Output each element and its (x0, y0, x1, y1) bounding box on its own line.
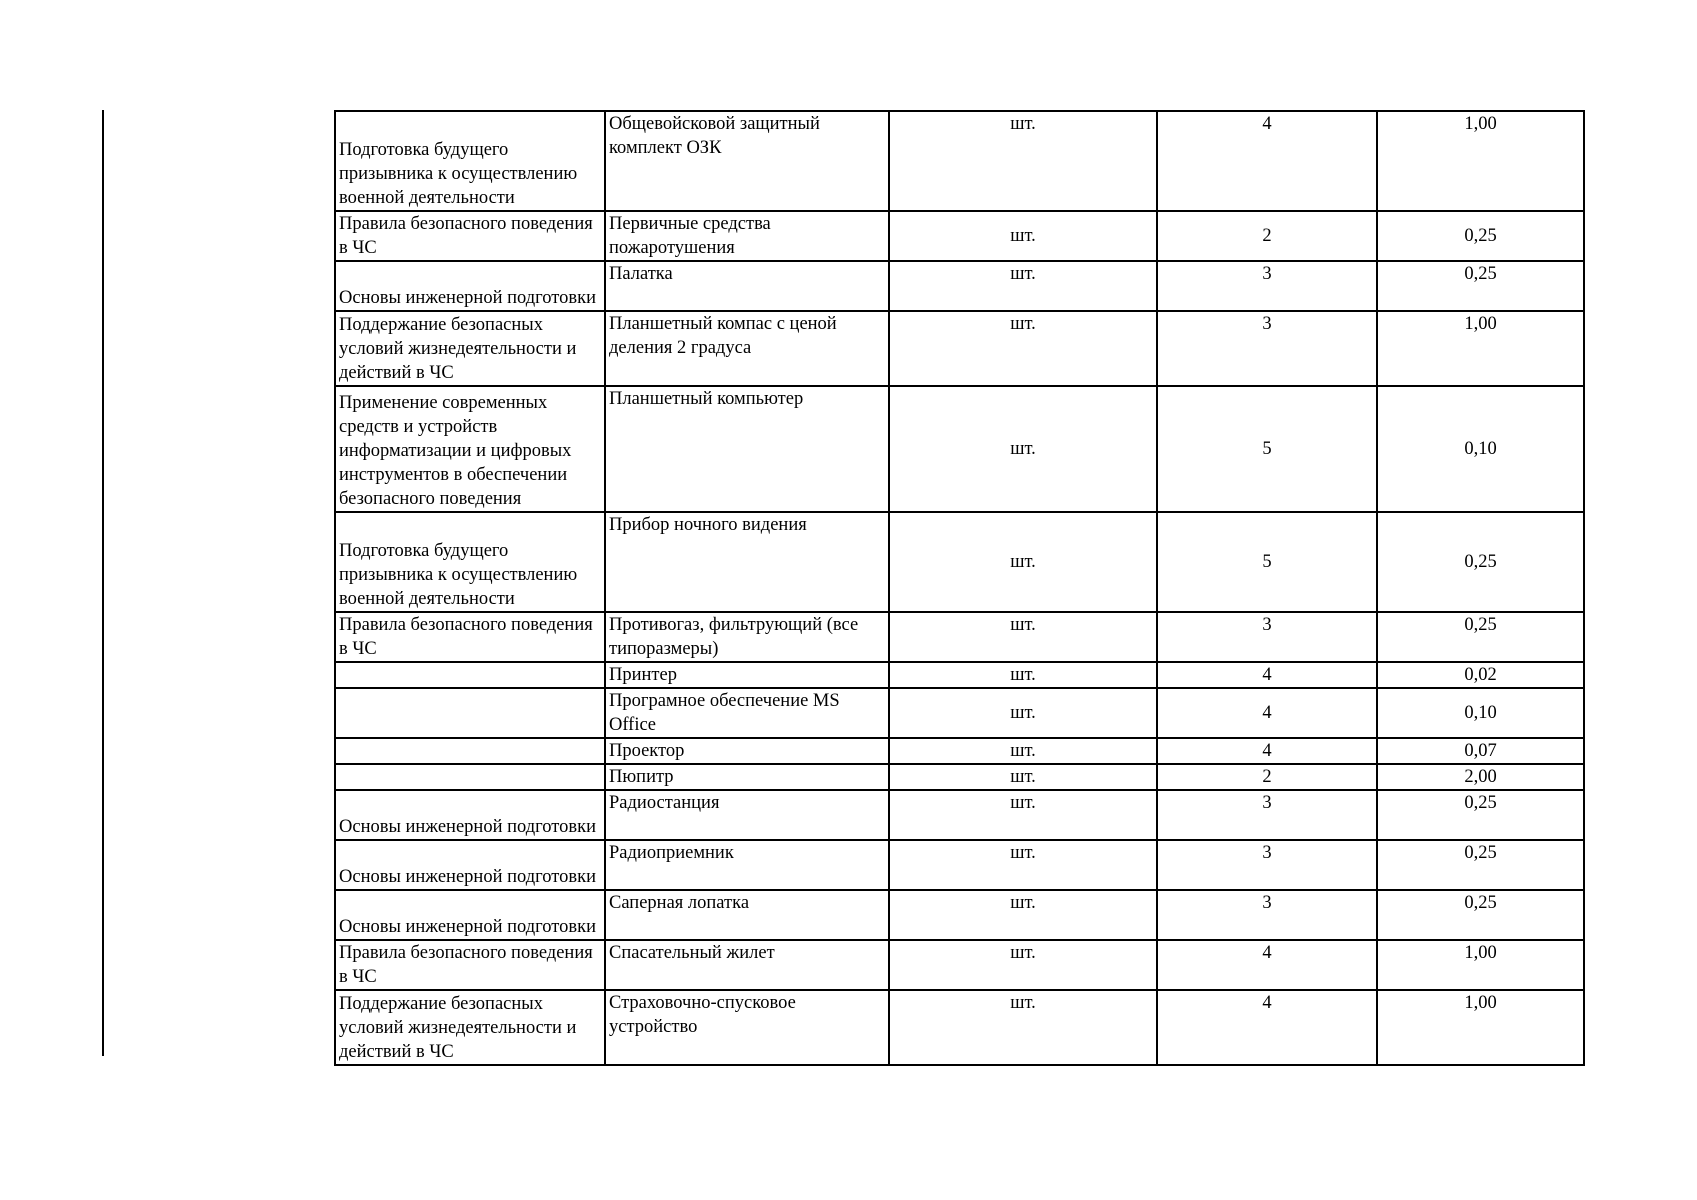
item-cell: Радиостанция (605, 790, 889, 840)
item-cell: Проектор (605, 738, 889, 764)
unit-text: шт. (1010, 793, 1036, 813)
unit-cell (889, 840, 1157, 890)
qty-cell (1157, 512, 1377, 612)
topic-cell: Правила безопасного поведения в ЧС (335, 612, 605, 662)
qty-text: 3 (1262, 893, 1272, 913)
unit-text: шт. (1010, 665, 1036, 685)
qty-cell (1157, 764, 1377, 790)
coef-text: 0,25 (1464, 226, 1497, 246)
topic-cell: Поддержание безопасных условий жизнедеятельности и действий в ЧС (335, 311, 605, 386)
qty-cell (1157, 890, 1377, 940)
qty-text: 3 (1262, 314, 1272, 334)
topic-cell: Подготовка будущего призывника к осуществлению военной деятельности (335, 111, 605, 211)
qty-text: 4 (1262, 943, 1272, 963)
topic-cell: Правила безопасного поведения в ЧС (335, 940, 605, 990)
page-margin-line (102, 110, 104, 1056)
item-cell: Страховочно-спусковое устройство (605, 990, 889, 1065)
unit-cell (889, 311, 1157, 386)
qty-cell (1157, 688, 1377, 738)
coef-text: 0,25 (1464, 793, 1497, 813)
qty-text: 4 (1262, 703, 1272, 723)
unit-cell (889, 662, 1157, 688)
coef-text: 1,00 (1464, 314, 1497, 334)
unit-text: шт. (1010, 767, 1036, 787)
unit-cell (889, 612, 1157, 662)
qty-text: 4 (1262, 741, 1272, 761)
qty-cell (1157, 662, 1377, 688)
table-row (335, 386, 1584, 512)
unit-text: шт. (1010, 264, 1036, 284)
item-cell: Общевойсковой защитный комплект ОЗК (605, 111, 889, 211)
table-row (335, 612, 1584, 662)
coef-cell (1377, 512, 1584, 612)
qty-cell (1157, 261, 1377, 311)
qty-cell (1157, 790, 1377, 840)
unit-text: шт. (1010, 615, 1036, 635)
item-cell: Радиоприемник (605, 840, 889, 890)
unit-cell (889, 764, 1157, 790)
coef-text: 1,00 (1464, 993, 1497, 1013)
unit-text: шт. (1010, 703, 1036, 723)
table-row (335, 512, 1584, 612)
coef-text: 0,25 (1464, 615, 1497, 635)
unit-text: шт. (1010, 843, 1036, 863)
unit-cell (889, 211, 1157, 261)
topic-cell (335, 764, 605, 790)
coef-cell (1377, 111, 1584, 211)
item-cell: Прибор ночного видения (605, 512, 889, 612)
equipment-table (334, 110, 1585, 1066)
table-row (335, 790, 1584, 840)
unit-cell (889, 688, 1157, 738)
qty-text: 3 (1262, 615, 1272, 635)
topic-cell (335, 738, 605, 764)
unit-cell (889, 890, 1157, 940)
coef-cell (1377, 940, 1584, 990)
qty-text: 3 (1262, 264, 1272, 284)
coef-text: 0,25 (1464, 264, 1497, 284)
item-cell: Програмное обеспечение MS Office (605, 688, 889, 738)
unit-text: шт. (1010, 314, 1036, 334)
table-row (335, 662, 1584, 688)
table-row (335, 688, 1584, 738)
table-row (335, 261, 1584, 311)
qty-cell (1157, 612, 1377, 662)
table-row (335, 840, 1584, 890)
table-row (335, 311, 1584, 386)
table-row (335, 738, 1584, 764)
coef-cell (1377, 990, 1584, 1065)
coef-cell (1377, 662, 1584, 688)
item-cell: Пюпитр (605, 764, 889, 790)
coef-cell (1377, 688, 1584, 738)
table-row (335, 890, 1584, 940)
coef-cell (1377, 738, 1584, 764)
unit-text: шт. (1010, 114, 1036, 134)
coef-cell (1377, 311, 1584, 386)
coef-text: 0,25 (1464, 552, 1497, 572)
qty-cell (1157, 738, 1377, 764)
coef-cell (1377, 386, 1584, 512)
topic-cell: Подготовка будущего призывника к осуществлению военной деятельности (335, 512, 605, 612)
item-cell: Спасательный жилет (605, 940, 889, 990)
unit-text: шт. (1010, 893, 1036, 913)
coef-text: 0,02 (1464, 665, 1497, 685)
item-cell: Планшетный компьютер (605, 386, 889, 512)
unit-text: шт. (1010, 226, 1036, 246)
table-row (335, 211, 1584, 261)
coef-cell (1377, 764, 1584, 790)
unit-cell (889, 790, 1157, 840)
qty-text: 5 (1262, 552, 1272, 572)
topic-cell: Поддержание безопасных условий жизнедеятельности и действий в ЧС (335, 990, 605, 1065)
qty-cell (1157, 940, 1377, 990)
coef-text: 0,25 (1464, 893, 1497, 913)
coef-text: 1,00 (1464, 114, 1497, 134)
qty-cell (1157, 840, 1377, 890)
coef-cell (1377, 790, 1584, 840)
qty-text: 2 (1262, 226, 1272, 246)
qty-cell (1157, 311, 1377, 386)
item-cell: Планшетный компас с ценой деления 2 градуса (605, 311, 889, 386)
qty-text: 4 (1262, 993, 1272, 1013)
coef-cell (1377, 211, 1584, 261)
item-cell: Саперная лопатка (605, 890, 889, 940)
table-row (335, 940, 1584, 990)
coef-cell (1377, 840, 1584, 890)
unit-cell (889, 111, 1157, 211)
unit-cell (889, 386, 1157, 512)
coef-text: 0,25 (1464, 843, 1497, 863)
table-row (335, 111, 1584, 211)
item-cell: Принтер (605, 662, 889, 688)
qty-cell (1157, 386, 1377, 512)
topic-cell: Основы инженерной подготовки (335, 840, 605, 890)
table-row (335, 990, 1584, 1065)
qty-text: 3 (1262, 843, 1272, 863)
qty-text: 5 (1262, 439, 1272, 459)
unit-text: шт. (1010, 439, 1036, 459)
qty-text: 3 (1262, 793, 1272, 813)
topic-cell: Основы инженерной подготовки (335, 790, 605, 840)
item-cell: Палатка (605, 261, 889, 311)
unit-text: шт. (1010, 943, 1036, 963)
topic-cell: Правила безопасного поведения в ЧС (335, 211, 605, 261)
qty-text: 4 (1262, 665, 1272, 685)
table-row (335, 764, 1584, 790)
coef-text: 1,00 (1464, 943, 1497, 963)
unit-text: шт. (1010, 741, 1036, 761)
topic-cell: Основы инженерной подготовки (335, 261, 605, 311)
unit-text: шт. (1010, 552, 1036, 572)
topic-cell: Основы инженерной подготовки (335, 890, 605, 940)
coef-text: 0,10 (1464, 439, 1497, 459)
topic-cell: Применение современных средств и устройств информатизации и цифровых инструментов в обеспечении безопасного поведения (335, 386, 605, 512)
coef-cell (1377, 261, 1584, 311)
coef-text: 2,00 (1464, 767, 1497, 787)
coef-text: 0,07 (1464, 741, 1497, 761)
item-cell: Противогаз, фильтрующий (все типоразмеры) (605, 612, 889, 662)
qty-cell (1157, 111, 1377, 211)
unit-cell (889, 990, 1157, 1065)
topic-cell (335, 688, 605, 738)
item-cell: Первичные средства пожаротушения (605, 211, 889, 261)
qty-text: 2 (1262, 767, 1272, 787)
topic-cell (335, 662, 605, 688)
unit-cell (889, 738, 1157, 764)
unit-text: шт. (1010, 993, 1036, 1013)
unit-cell (889, 261, 1157, 311)
coef-cell (1377, 890, 1584, 940)
qty-cell (1157, 211, 1377, 261)
qty-cell (1157, 990, 1377, 1065)
coef-text: 0,10 (1464, 703, 1497, 723)
unit-cell (889, 940, 1157, 990)
qty-text: 4 (1262, 114, 1272, 134)
coef-cell (1377, 612, 1584, 662)
unit-cell (889, 512, 1157, 612)
